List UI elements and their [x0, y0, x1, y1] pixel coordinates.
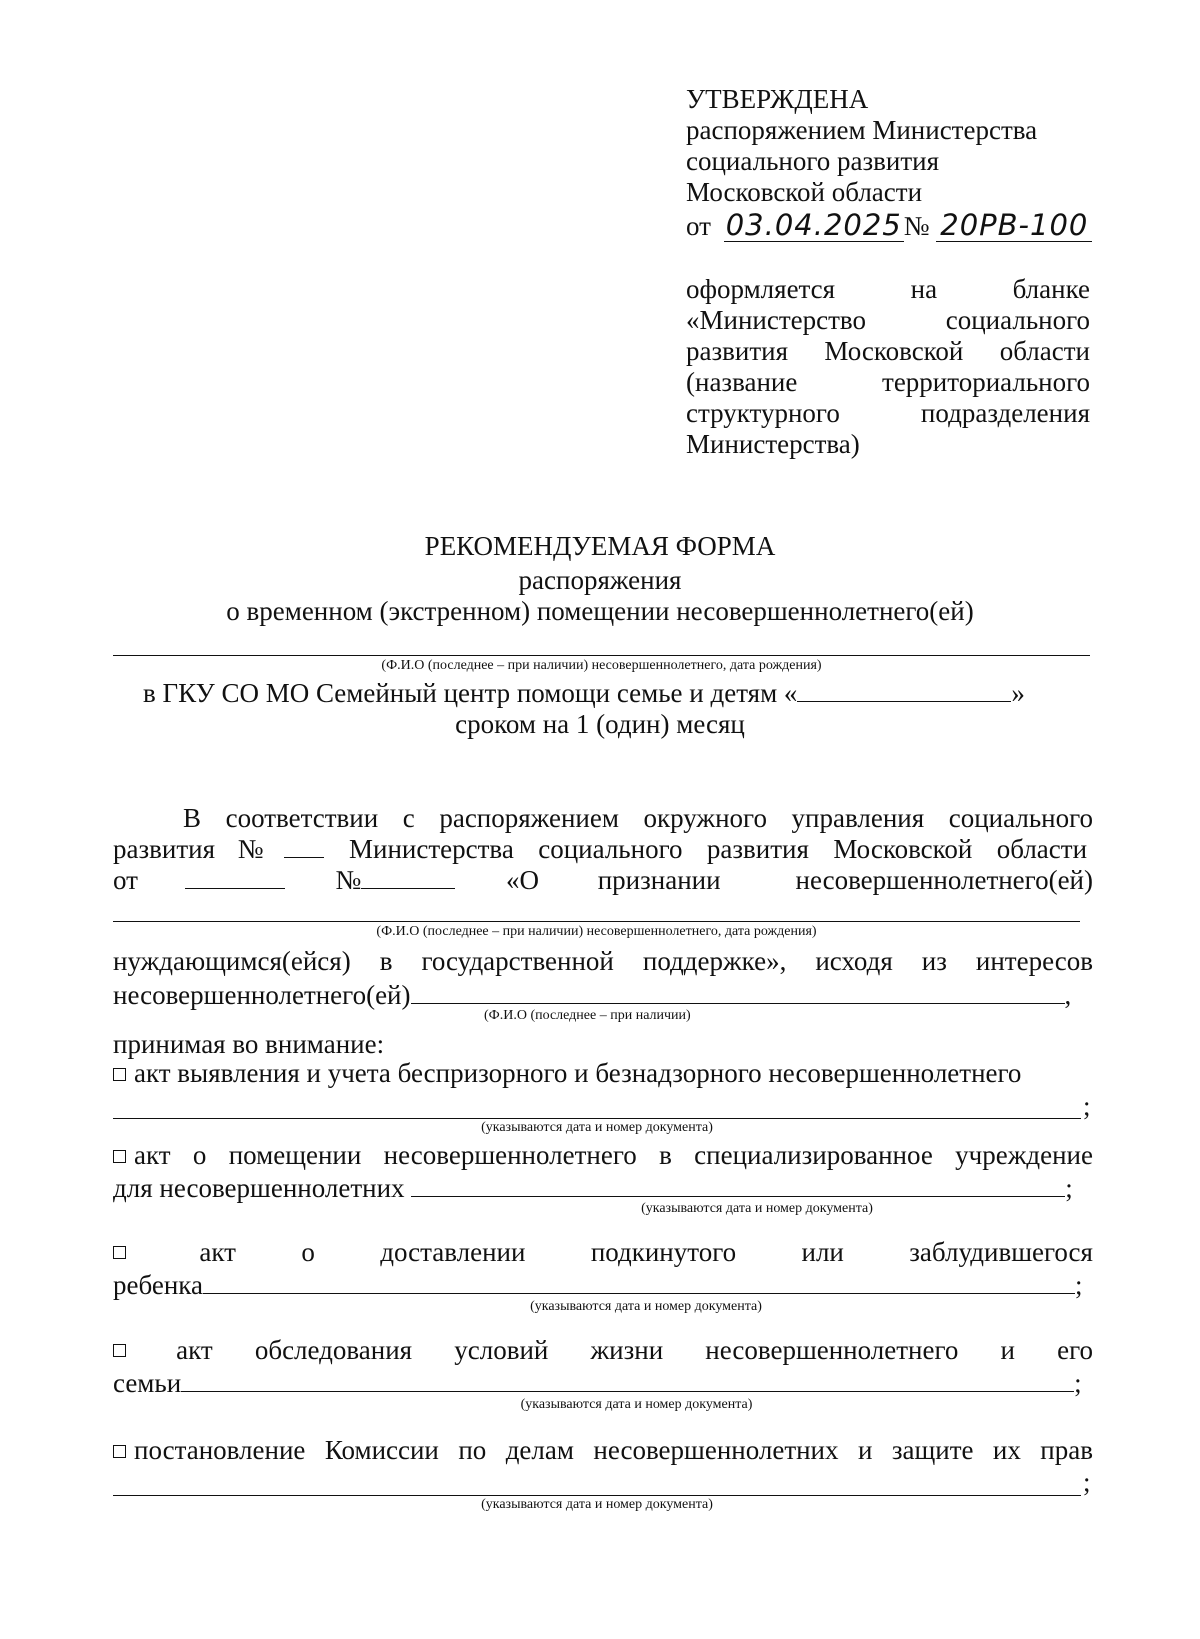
semicolon: ;: [1074, 1368, 1082, 1398]
item-3-blank: [203, 1269, 1075, 1294]
paragraph-1-line-2: [113, 834, 1093, 865]
blank-note-row-1: [686, 274, 1090, 305]
word: развития: [113, 834, 216, 864]
word: (название: [686, 367, 798, 397]
number-sign: №: [237, 834, 264, 864]
word: защите: [891, 1435, 974, 1465]
approval-title: УТВЕРЖДЕНА: [686, 84, 869, 114]
item-3-caption: (указываются дата и номер документа): [530, 1299, 762, 1314]
word: и: [857, 1435, 873, 1465]
word: жизни: [590, 1335, 664, 1365]
handwritten-number: 20РВ-100: [936, 210, 1092, 242]
word: окружного: [643, 803, 767, 833]
item-4-line-1: [113, 1335, 1093, 1366]
minor-name-caption: (Ф.И.О (последнее – при наличии) несовершеннолетнего, дата рождения): [381, 658, 822, 673]
item-4-text: семьи: [113, 1368, 182, 1398]
semicolon: ;: [1083, 1467, 1091, 1497]
paragraph-2-line-2: [113, 979, 1071, 1011]
center-name-blank: [797, 677, 1011, 702]
item-5-line-1: [113, 1435, 1093, 1466]
word: специализированное: [694, 1140, 933, 1170]
word: акт: [199, 1237, 236, 1267]
word: социального: [945, 305, 1090, 335]
minor-fio-blank: [411, 979, 1065, 1004]
word: несовершеннолетнего(ей): [113, 980, 411, 1010]
center-close-quote: »: [1011, 678, 1025, 708]
item-4-line-2: [113, 1367, 1082, 1399]
minor-name-line-2: [113, 921, 1080, 922]
center-text: в ГКУ СО МО Семейный центр помощи семье и детям «: [143, 678, 798, 708]
item-2-text: для несовершеннолетних: [113, 1173, 405, 1203]
item-2-line-2: [113, 1172, 1073, 1204]
item-4-caption: (указываются дата и номер документа): [520, 1397, 753, 1412]
center-line: [143, 677, 1025, 709]
fio-caption: (Ф.И.О (последнее – при наличии): [484, 1008, 691, 1023]
word: делам: [505, 1435, 574, 1465]
word: распоряжением: [439, 803, 619, 833]
date-prefix: от: [686, 211, 711, 241]
word: «О: [505, 865, 539, 895]
word: и: [1000, 1335, 1015, 1365]
word: обследования: [254, 1335, 413, 1365]
handwritten-date: 03.04.2025: [725, 208, 902, 242]
approval-line-2: распоряжением Министерства: [686, 115, 1038, 145]
word: акт: [176, 1335, 213, 1365]
word: в: [379, 946, 393, 976]
checkbox-icon[interactable]: [113, 1344, 126, 1357]
item-2-line-1: [113, 1140, 1093, 1171]
item-1-line-1: [113, 1058, 1021, 1089]
word: прав: [1040, 1435, 1093, 1465]
word: заблудившегося: [909, 1237, 1093, 1267]
item-5-blank: [113, 1495, 1081, 1496]
order-number-blank: [284, 835, 324, 858]
word: Комиссии: [324, 1435, 439, 1465]
word: В: [183, 803, 202, 833]
word: постановление: [134, 1435, 306, 1465]
checkbox-icon[interactable]: [113, 1246, 126, 1259]
word: Московской: [824, 336, 964, 366]
word: о: [192, 1140, 207, 1170]
word: государственной: [421, 946, 614, 976]
approval-date-row: [686, 210, 1092, 242]
ministry-text: Министерства социального развития Московской области: [349, 834, 1088, 864]
blank-note: [686, 274, 1090, 460]
item-2-caption: (указываются дата и номер документа): [641, 1201, 873, 1216]
word: условий: [454, 1335, 549, 1365]
word: интересов: [975, 946, 1093, 976]
blank-note-row-4: [686, 367, 1090, 398]
word: социального: [948, 803, 1093, 833]
word: из: [921, 946, 947, 976]
blank-note-row-2: [686, 305, 1090, 336]
minor-name-line: [113, 655, 1090, 656]
word: доставлении: [380, 1237, 526, 1267]
semicolon: ;: [1075, 1270, 1083, 1300]
blank-note-row-3: [686, 336, 1090, 367]
word: области: [999, 336, 1090, 366]
word: бланке: [1012, 274, 1090, 304]
word: с: [402, 803, 415, 833]
checkbox-icon[interactable]: [113, 1068, 126, 1081]
number-sign: №: [903, 211, 930, 241]
word: на: [910, 274, 938, 304]
semicolon: ;: [1065, 1173, 1073, 1203]
item-5-caption: (указываются дата и номер документа): [481, 1497, 713, 1512]
order-number-blank-2: [361, 866, 455, 889]
word: подразделения: [920, 398, 1090, 428]
term-line: сроком на 1 (один) месяц: [455, 709, 745, 739]
considering-label: принимая во внимание:: [113, 1029, 385, 1059]
word: или: [801, 1237, 844, 1267]
item-1-text: акт выявления и учета беспризорного и безнадзорного несовершеннолетнего: [134, 1058, 1022, 1088]
word: развития: [686, 336, 789, 366]
number-sign: №: [335, 865, 362, 895]
approval-line-4: Московской области: [686, 177, 923, 207]
paragraph-1-line-1: [183, 803, 1093, 834]
comma: ,: [1064, 980, 1072, 1010]
word: признании: [597, 865, 721, 895]
word: структурного: [686, 398, 840, 428]
semicolon: ;: [1083, 1091, 1091, 1121]
word: поддержке»,: [642, 946, 787, 976]
paragraph-2-line-1: [113, 946, 1093, 977]
word: соответствии: [225, 803, 379, 833]
order-date-blank: [185, 866, 285, 889]
word: в: [659, 1140, 672, 1170]
item-1-caption: (указываются дата и номер документа): [481, 1120, 713, 1135]
word: нуждающимся(ейся): [113, 946, 351, 976]
word: несовершеннолетнего: [705, 1335, 959, 1365]
approval-line-3: социального развития: [686, 146, 940, 176]
word: по: [458, 1435, 487, 1465]
form-subject: о временном (экстренном) помещении несовершеннолетнего(ей): [226, 596, 974, 626]
word: несовершеннолетнего(ей): [795, 865, 1093, 895]
word: от: [113, 865, 138, 895]
item-3-text: ребенка: [113, 1270, 203, 1300]
minor-name-caption-2: (Ф.И.О (последнее – при наличии) несовершеннолетнего, дата рождения): [376, 924, 817, 939]
form-subtitle: распоряжения: [518, 565, 682, 595]
word: о: [301, 1237, 315, 1267]
checkbox-icon[interactable]: [113, 1150, 126, 1163]
word: подкинутого: [590, 1237, 737, 1267]
word: их: [992, 1435, 1021, 1465]
item-4-blank: [181, 1367, 1074, 1392]
checkbox-icon[interactable]: [113, 1445, 126, 1458]
word: учреждение: [955, 1140, 1093, 1170]
word: оформляется: [686, 274, 836, 304]
word: несовершеннолетних: [593, 1435, 839, 1465]
item-1-blank: [113, 1118, 1081, 1119]
word: несовершеннолетнего: [383, 1140, 637, 1170]
word: его: [1057, 1335, 1093, 1365]
word: акт: [134, 1140, 171, 1170]
word: управления: [791, 803, 925, 833]
item-3-line-1: [113, 1237, 1093, 1268]
item-2-blank: [411, 1172, 1065, 1197]
item-3-line-2: [113, 1269, 1083, 1301]
form-title: РЕКОМЕНДУЕМАЯ ФОРМА: [424, 531, 776, 561]
word: «Министерство: [686, 305, 866, 335]
word: помещении: [228, 1140, 362, 1170]
blank-note-row-6: Министерства): [686, 429, 860, 459]
word: исходя: [815, 946, 893, 976]
word: территориального: [882, 367, 1090, 397]
blank-note-row-5: [686, 398, 1090, 429]
paragraph-1-line-3: [113, 865, 1093, 896]
